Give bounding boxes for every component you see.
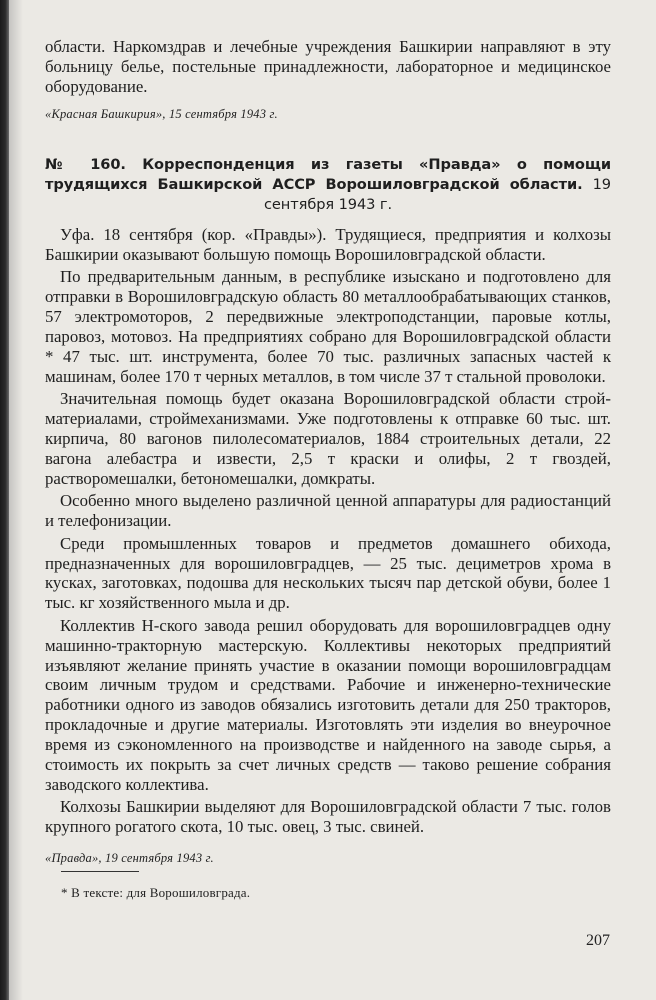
body-paragraph: Особенно много выделено различной ценной аппаратуры для радиостанций и телефонизации. bbox=[45, 491, 611, 531]
footnote: * В тексте: для Ворошиловграда. bbox=[61, 885, 251, 900]
document-source-block bbox=[45, 851, 611, 866]
document-date: 19 сентября 1943 г. bbox=[264, 176, 611, 213]
previous-document-source: «Красная Башкирия», 15 сентября 1943 г. bbox=[45, 107, 278, 121]
previous-document-ending bbox=[45, 37, 611, 97]
previous-document-text: области. Наркомздрав и лечебные учреждения Башкирии направляют в эту больницу белье, постельные принадлежности, лабораторное и медицинское оборудование. bbox=[45, 37, 611, 96]
previous-document-source-block bbox=[45, 107, 611, 122]
document-heading bbox=[45, 155, 611, 215]
body-paragraph: По предварительным данным, в республике изыскано и подготовлено для отправки в Ворошиловградскую область 80 металлообрабатывающих станков, 57 электромоторов, 2 передвижные электроподстанции, паровые котлы, паровоз, мотовоз. На предприятиях собрано для Ворошиловградской области * 47 тыс. шт. инструмента, более 70 тыс. различных запасных частей к машинам, более 170 т черных металлов, в том числе 37 т стальной проволоки. bbox=[45, 267, 611, 386]
document-body bbox=[45, 225, 611, 840]
body-paragraph: Значительная помощь будет оказана Ворошиловградской области стройматериалами, строймеханизмами. Уже подготовлены к отправке 60 тыс. шт. кирпича, 80 вагонов пилолесоматериалов, 1884 строительных детали, 22 вагона алебастра и извести, 2,5 т краски и олифы, 2 т гвоздей, растворомешалки, бетономешалки, домкраты. bbox=[45, 389, 611, 488]
document-title: № 160. Корреспонденция из газеты «Правда» о помощи трудящихся Башкирской АССР Ворошиловградской области. bbox=[45, 156, 611, 193]
body-paragraph: Колхозы Башкирии выделяют для Ворошиловградской области 7 тыс. голов крупного рогатого скота, 10 тыс. овец, 3 тыс. свиней. bbox=[45, 797, 611, 837]
page-number: 207 bbox=[586, 932, 610, 949]
page-gutter-shadow bbox=[9, 0, 23, 1000]
body-paragraph: Коллектив Н-ского завода решил оборудовать для ворошиловградцев одну машинно-тракторную мастерскую. Коллективы некоторых предприятий изъявляют желание принять участие в оказании помощи ворошиловградцам своим личным трудом и средствами. Рабочие и инженерно-технические работники одного из заводов обязались изготовить детали для 250 тракторов, прокладочные и другие материалы. Изготовлять эти изделия во внеурочное время из сэкономленного на производстве и найденного на заводе сырья, а стоимость их покрыть за счет личных средств — таково решение собрания заводского коллектива. bbox=[45, 615, 611, 794]
document-source: «Правда», 19 сентября 1943 г. bbox=[45, 851, 214, 865]
footnote-divider bbox=[61, 871, 139, 872]
document-heading-block bbox=[45, 155, 611, 215]
body-paragraph: Уфа. 18 сентября (кор. «Правды»). Трудящиеся, предприятия и колхозы Башкирии оказывают большую помощь Ворошиловградской области. bbox=[45, 225, 611, 264]
page-binding-edge bbox=[0, 0, 9, 1000]
body-paragraph: Среди промышленных товаров и предметов домашнего обихода, предназначенных для ворошиловградцев, — 25 тыс. дециметров хрома в кусках, заготовках, подошва для нескольких тысяч пар детской обуви, более 1 тыс. кг хозяйственного мыла и др. bbox=[45, 533, 611, 613]
